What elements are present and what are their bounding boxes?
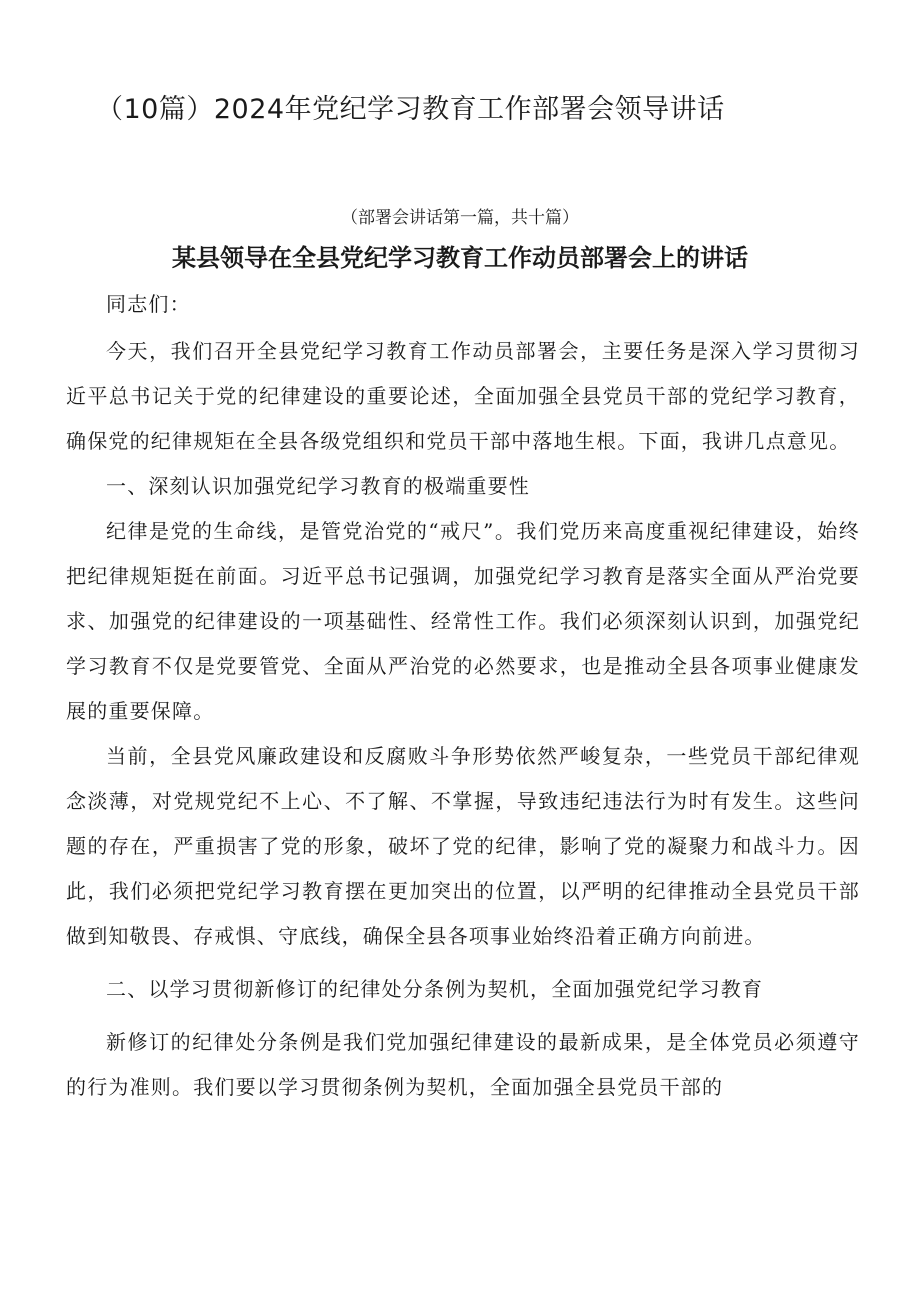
document-title: （10篇）2024年党纪学习教育工作部署会领导讲话 xyxy=(96,94,725,125)
paragraph: 纪律是党的生命线，是管党治党的“戒尺”。我们党历来高度重视纪律建设，始终把纪律规矩挺在前面。习近平总书记强调，加强党纪学习教育是落实全面从严治党要求、加强党的纪律建设的一项基础性、经常性工作。我们必须深刻认识到，加强党纪学习教育不仅是党要管党、全面从严治党的必然要求，也是推动全县各项事业健康发展的重要保障。 xyxy=(66,519,860,723)
paragraph: 当前，全县党风廉政建设和反腐败斗争形势依然严峻复杂，一些党员干部纪律观念淡薄，对党规党纪不上心、不了解、不掌握，导致违纪违法行为时有发生。这些问题的存在，严重损害了党的形象，破坏了党的纪律，影响了党的凝聚力和战斗力。因此，我们必须把党纪学习教育摆在更加突出的位置，以严明的纪律推动全县党员干部做到知敬畏、存戒惧、守底线，确保全县各项事业始终沿着正确方向前进。 xyxy=(66,744,860,948)
paragraph: 新修订的纪律处分条例是我们党加强纪律建设的最新成果，是全体党员必须遵守的行为准则。我们要以学习贯彻条例为契机，全面加强全县党员干部的 xyxy=(66,1030,860,1099)
speech-title: 某县领导在全县党纪学习教育工作动员部署会上的讲话 xyxy=(172,244,748,272)
section-heading-1: 一、深刻认识加强党纪学习教育的极端重要性 xyxy=(106,474,530,498)
section-heading-2: 二、以学习贯彻新修订的纪律处分条例为契机，全面加强党纪学习教育 xyxy=(106,977,764,1001)
document-subtitle: （部署会讲话第一篇，共十篇） xyxy=(341,208,579,228)
paragraph-intro: 今天，我们召开全县党纪学习教育工作动员部署会，主要任务是深入学习贯彻习近平总书记关于党的纪律建设的重要论述，全面加强全县党员干部的党纪学习教育，确保党的纪律规矩在全县各级党组织和党员干部中落地生根。下面，我讲几点意见。 xyxy=(66,339,860,453)
document-body xyxy=(66,282,860,1110)
salutation: 同志们： xyxy=(106,292,191,316)
